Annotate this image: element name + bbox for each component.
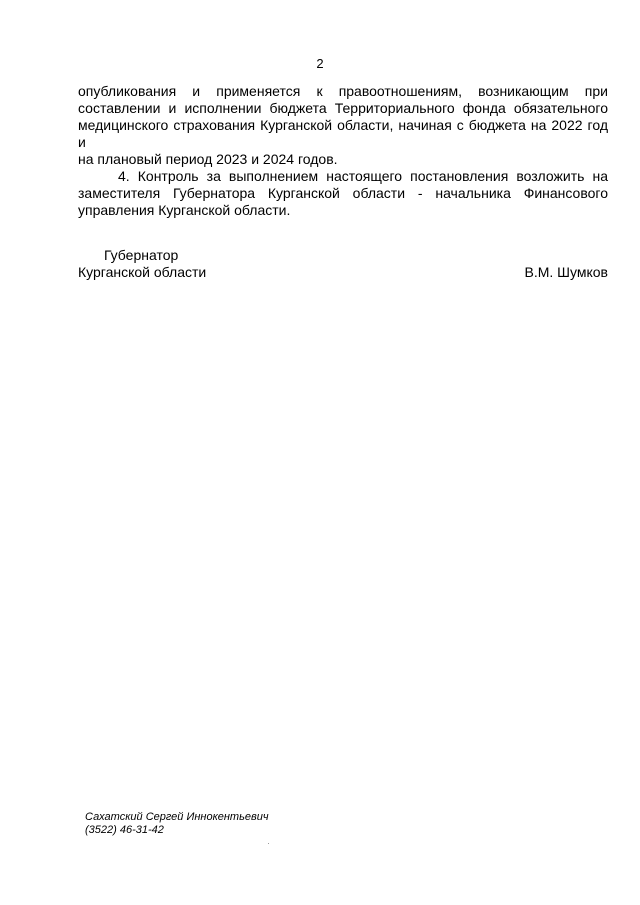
page-number: 2: [316, 56, 324, 71]
executor-name: Сахатский Сергей Иннокентьевич: [85, 811, 269, 823]
text-line: управления Курганской области.: [78, 202, 291, 218]
scan-speck: [268, 843, 269, 844]
text-line: опубликования и применяется к правоотношениям, возникающим при: [78, 83, 608, 99]
executor-info: [85, 811, 269, 837]
signatory-region: Курганской области: [78, 264, 207, 280]
signatory-name: В.М. Шумков: [524, 264, 608, 280]
text-line: на плановый период 2023 и 2024 годов.: [78, 151, 338, 167]
executor-phone: (3522) 46-31-42: [85, 824, 164, 836]
text-line: заместителя Губернатора Курганской области - начальника Финансового: [78, 185, 608, 201]
signatory-title: Губернатор: [104, 247, 179, 263]
document-body: [78, 83, 608, 219]
text-line: 4. Контроль за выполнением настоящего постановления возложить на: [118, 168, 608, 184]
paragraph-4: [78, 168, 608, 219]
text-line: составлении и исполнении бюджета Территориального фонда обязательного: [78, 100, 608, 116]
text-line: медицинского страхования Курганской области, начиная с бюджета на 2022 год и: [78, 117, 608, 150]
paragraph-continuation: [78, 83, 608, 168]
